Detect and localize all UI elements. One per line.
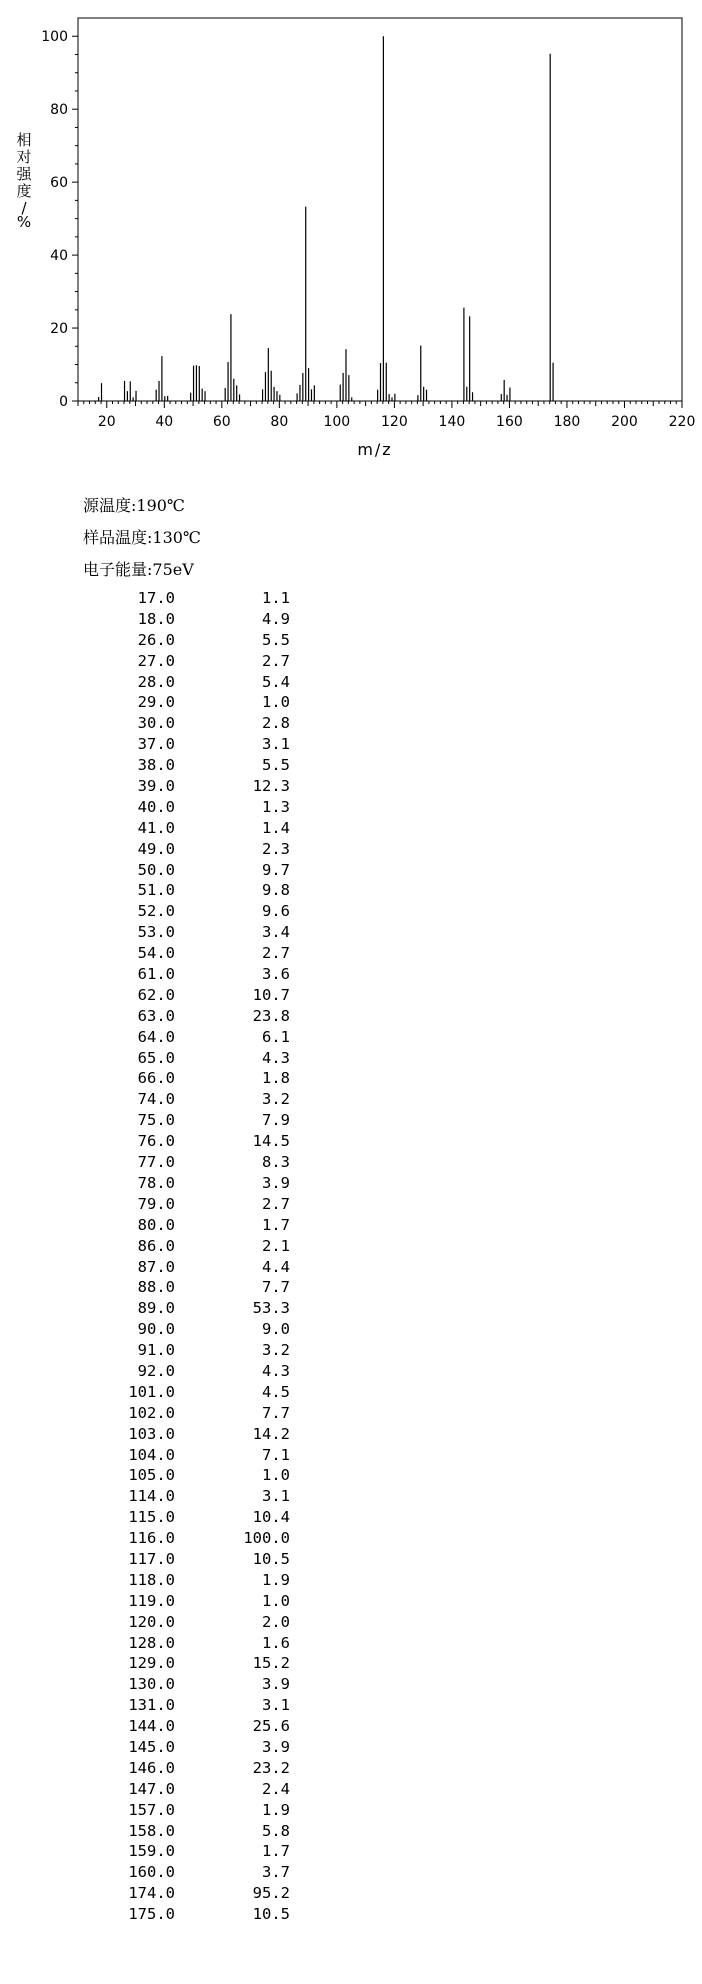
x-tick-label: 20 <box>97 414 116 430</box>
mz-value: 63.0 <box>137 1006 175 1025</box>
table-row <box>70 734 290 755</box>
intensity-value: 4.9 <box>262 609 290 628</box>
intensity-value: 1.9 <box>262 1800 290 1819</box>
mz-value: 92.0 <box>137 1361 175 1380</box>
mz-value: 105.0 <box>128 1466 175 1485</box>
table-row <box>70 1549 290 1570</box>
intensity-value: 10.7 <box>252 985 290 1004</box>
table-row <box>70 1674 290 1695</box>
intensity-value: 2.4 <box>262 1779 290 1798</box>
table-row <box>70 1570 290 1591</box>
mz-value: 119.0 <box>128 1591 175 1610</box>
table-row <box>70 1424 290 1445</box>
mz-value: 158.0 <box>128 1821 175 1840</box>
table-row <box>70 692 290 713</box>
x-tick-label: 60 <box>212 414 231 430</box>
intensity-value: 23.2 <box>252 1758 290 1777</box>
intensity-value: 10.5 <box>252 1549 290 1568</box>
mz-value: 26.0 <box>137 630 175 649</box>
mz-value: 74.0 <box>137 1090 175 1109</box>
y-tick-label: 80 <box>50 102 68 119</box>
intensity-value: 6.1 <box>262 1027 290 1046</box>
table-row <box>70 1027 290 1048</box>
sample-temperature: 样品温度:130℃ <box>83 528 201 547</box>
plot-border <box>78 18 682 401</box>
intensity-value: 3.6 <box>262 965 290 984</box>
y-tick-label: 100 <box>41 29 68 46</box>
intensity-value: 1.6 <box>262 1633 290 1652</box>
intensity-value: 2.0 <box>262 1612 290 1631</box>
mz-value: 115.0 <box>128 1508 175 1527</box>
table-row <box>70 1591 290 1612</box>
intensity-value: 1.0 <box>262 693 290 712</box>
table-row <box>70 797 290 818</box>
x-axis-ticks <box>78 401 695 430</box>
table-row <box>70 1737 290 1758</box>
x-tick-label: 40 <box>155 414 174 430</box>
table-row <box>70 588 290 609</box>
intensity-value: 1.1 <box>262 589 290 607</box>
mz-value: 102.0 <box>128 1403 175 1422</box>
table-row <box>70 1862 290 1883</box>
mz-value: 90.0 <box>137 1320 175 1339</box>
intensity-value: 1.4 <box>262 818 290 837</box>
source-temperature: 源温度:190℃ <box>83 496 185 515</box>
peak-list-table <box>70 588 290 1925</box>
intensity-value: 23.8 <box>252 1006 290 1025</box>
intensity-value: 9.6 <box>262 902 290 921</box>
mz-value: 27.0 <box>137 651 175 670</box>
table-row <box>70 1131 290 1152</box>
table-row <box>70 1612 290 1633</box>
y-tick-label: 20 <box>50 321 68 338</box>
table-row <box>70 1089 290 1110</box>
table-row <box>70 1340 290 1361</box>
table-row <box>70 1152 290 1173</box>
table-row <box>70 1194 290 1215</box>
intensity-value: 8.3 <box>262 1153 290 1172</box>
intensity-value: 1.9 <box>262 1570 290 1589</box>
mz-value: 65.0 <box>137 1048 175 1067</box>
mz-value: 144.0 <box>128 1717 175 1736</box>
mz-value: 78.0 <box>137 1173 175 1192</box>
intensity-value: 9.0 <box>262 1320 290 1339</box>
intensity-value: 3.1 <box>262 735 290 754</box>
mz-value: 30.0 <box>137 714 175 733</box>
table-row <box>70 1403 290 1424</box>
table-row <box>70 1445 290 1466</box>
table-row <box>70 672 290 693</box>
mz-value: 145.0 <box>128 1737 175 1756</box>
x-tick-label: 120 <box>381 414 408 430</box>
y-tick-label: 40 <box>50 248 68 265</box>
table-row <box>70 609 290 630</box>
intensity-value: 1.0 <box>262 1466 290 1485</box>
acquisition-conditions <box>83 490 201 586</box>
mz-value: 86.0 <box>137 1236 175 1255</box>
table-row <box>70 1173 290 1194</box>
y-tick-label: 60 <box>50 175 68 192</box>
mz-value: 76.0 <box>137 1132 175 1151</box>
table-row <box>70 776 290 797</box>
mz-value: 159.0 <box>128 1842 175 1861</box>
intensity-value: 3.2 <box>262 1341 290 1360</box>
mz-value: 175.0 <box>128 1905 175 1924</box>
intensity-value: 3.1 <box>262 1696 290 1715</box>
y-tick-label: 0 <box>59 394 68 410</box>
table-row <box>70 1319 290 1340</box>
intensity-value: 2.3 <box>262 839 290 858</box>
intensity-value: 9.7 <box>262 860 290 879</box>
x-tick-label: 220 <box>668 414 696 430</box>
y-axis-ticks <box>41 29 78 410</box>
mz-value: 80.0 <box>137 1215 175 1234</box>
mz-value: 114.0 <box>128 1487 175 1506</box>
intensity-value: 14.5 <box>252 1132 290 1151</box>
mz-value: 147.0 <box>128 1779 175 1798</box>
table-row <box>70 1633 290 1654</box>
mz-value: 91.0 <box>137 1341 175 1360</box>
table-row <box>70 1465 290 1486</box>
mz-value: 52.0 <box>137 902 175 921</box>
mz-value: 62.0 <box>137 985 175 1004</box>
intensity-value: 15.2 <box>252 1654 290 1673</box>
table-row <box>70 713 290 734</box>
table-row <box>70 964 290 985</box>
intensity-value: 25.6 <box>252 1717 290 1736</box>
x-tick-label: 100 <box>323 414 351 430</box>
mz-value: 101.0 <box>128 1382 175 1401</box>
mz-value: 38.0 <box>137 756 175 775</box>
table-row <box>70 1006 290 1027</box>
mz-value: 129.0 <box>128 1654 175 1673</box>
intensity-value: 100.0 <box>243 1529 290 1548</box>
table-row <box>70 1821 290 1842</box>
table-row <box>70 1277 290 1298</box>
mz-value: 40.0 <box>137 797 175 816</box>
mz-value: 51.0 <box>137 881 175 900</box>
table-row <box>70 1298 290 1319</box>
table-row <box>70 1800 290 1821</box>
mass-spectrum-chart <box>0 0 702 470</box>
mz-value: 29.0 <box>137 693 175 712</box>
table-row <box>70 1215 290 1236</box>
mz-value: 39.0 <box>137 777 175 796</box>
intensity-value: 1.3 <box>262 797 290 816</box>
mz-value: 61.0 <box>137 965 175 984</box>
intensity-value: 3.4 <box>262 923 290 942</box>
intensity-value: 3.9 <box>262 1737 290 1756</box>
intensity-value: 7.1 <box>262 1445 290 1464</box>
mz-value: 117.0 <box>128 1549 175 1568</box>
table-row <box>70 1257 290 1278</box>
mz-value: 130.0 <box>128 1675 175 1694</box>
table-row <box>70 1361 290 1382</box>
mz-value: 88.0 <box>137 1278 175 1297</box>
mz-value: 66.0 <box>137 1069 175 1088</box>
intensity-value: 9.8 <box>262 881 290 900</box>
intensity-value: 7.9 <box>262 1111 290 1130</box>
table-row <box>70 1068 290 1089</box>
intensity-value: 2.7 <box>262 944 290 963</box>
intensity-value: 3.2 <box>262 1090 290 1109</box>
table-row <box>70 1048 290 1069</box>
table-row <box>70 1883 290 1904</box>
table-row <box>70 1528 290 1549</box>
table-row <box>70 985 290 1006</box>
intensity-value: 7.7 <box>262 1403 290 1422</box>
table-row <box>70 1653 290 1674</box>
table-row <box>70 1904 290 1925</box>
intensity-value: 7.7 <box>262 1278 290 1297</box>
intensity-value: 4.3 <box>262 1361 290 1380</box>
table-row <box>70 1236 290 1257</box>
intensity-value: 2.7 <box>262 1194 290 1213</box>
table-row <box>70 1486 290 1507</box>
mz-value: 64.0 <box>137 1027 175 1046</box>
x-tick-label: 160 <box>496 414 523 430</box>
intensity-value: 53.3 <box>252 1299 290 1318</box>
table-row <box>70 943 290 964</box>
intensity-value: 4.3 <box>262 1048 290 1067</box>
intensity-value: 1.0 <box>262 1591 290 1610</box>
intensity-value: 2.7 <box>262 651 290 670</box>
mz-value: 104.0 <box>128 1445 175 1464</box>
mz-value: 49.0 <box>137 839 175 858</box>
intensity-value: 95.2 <box>252 1884 290 1903</box>
table-row <box>70 1695 290 1716</box>
x-tick-label: 80 <box>270 414 289 430</box>
mz-value: 120.0 <box>128 1612 175 1631</box>
table-row <box>70 755 290 776</box>
table-row <box>70 630 290 651</box>
mz-value: 18.0 <box>137 609 175 628</box>
table-row <box>70 1841 290 1862</box>
mz-value: 116.0 <box>128 1529 175 1548</box>
table-row <box>70 922 290 943</box>
mz-value: 37.0 <box>137 735 175 754</box>
intensity-value: 5.4 <box>262 672 290 691</box>
intensity-value: 14.2 <box>252 1424 290 1443</box>
y-axis-label: 相对强度/ % <box>16 131 32 231</box>
table-row <box>70 1110 290 1131</box>
intensity-value: 4.5 <box>262 1382 290 1401</box>
mz-value: 54.0 <box>137 944 175 963</box>
table-row <box>70 818 290 839</box>
x-axis-label: m/z <box>357 440 393 459</box>
mz-value: 53.0 <box>137 923 175 942</box>
intensity-value: 1.7 <box>262 1842 290 1861</box>
mz-value: 118.0 <box>128 1570 175 1589</box>
mz-value: 103.0 <box>128 1424 175 1443</box>
intensity-value: 2.8 <box>262 714 290 733</box>
table-row <box>70 880 290 901</box>
mz-value: 75.0 <box>137 1111 175 1130</box>
table-row <box>70 901 290 922</box>
intensity-value: 3.9 <box>262 1675 290 1694</box>
intensity-value: 5.8 <box>262 1821 290 1840</box>
table-row <box>70 860 290 881</box>
mz-value: 146.0 <box>128 1758 175 1777</box>
table-row <box>70 839 290 860</box>
mz-value: 87.0 <box>137 1257 175 1276</box>
mz-value: 131.0 <box>128 1696 175 1715</box>
table-row <box>70 1507 290 1528</box>
mz-value: 128.0 <box>128 1633 175 1652</box>
table-row <box>70 1382 290 1403</box>
table-row <box>70 1758 290 1779</box>
table-row <box>70 1716 290 1737</box>
intensity-value: 4.4 <box>262 1257 290 1276</box>
table-row <box>70 651 290 672</box>
mz-value: 77.0 <box>137 1153 175 1172</box>
x-tick-label: 200 <box>611 414 638 430</box>
mz-value: 89.0 <box>137 1299 175 1318</box>
intensity-value: 3.1 <box>262 1487 290 1506</box>
x-tick-label: 180 <box>553 414 581 430</box>
intensity-value: 2.1 <box>262 1236 290 1255</box>
intensity-value: 1.8 <box>262 1069 290 1088</box>
intensity-value: 10.5 <box>252 1905 290 1924</box>
mz-value: 50.0 <box>137 860 175 879</box>
mz-value: 157.0 <box>128 1800 175 1819</box>
mz-value: 79.0 <box>137 1194 175 1213</box>
intensity-value: 5.5 <box>262 630 290 649</box>
mz-value: 28.0 <box>137 672 175 691</box>
mz-value: 41.0 <box>137 818 175 837</box>
plot-frame <box>78 18 682 401</box>
intensity-value: 3.9 <box>262 1173 290 1192</box>
mz-value: 17.0 <box>137 589 175 607</box>
intensity-value: 3.7 <box>262 1863 290 1882</box>
intensity-value: 10.4 <box>252 1508 290 1527</box>
mz-value: 160.0 <box>128 1863 175 1882</box>
peak-bars <box>99 36 553 401</box>
intensity-value: 1.7 <box>262 1215 290 1234</box>
electron-energy: 电子能量:75eV <box>83 560 194 579</box>
mz-value: 174.0 <box>128 1884 175 1903</box>
intensity-value: 5.5 <box>262 756 290 775</box>
table-row <box>70 1779 290 1800</box>
intensity-value: 12.3 <box>252 777 290 796</box>
x-tick-label: 140 <box>438 414 466 430</box>
